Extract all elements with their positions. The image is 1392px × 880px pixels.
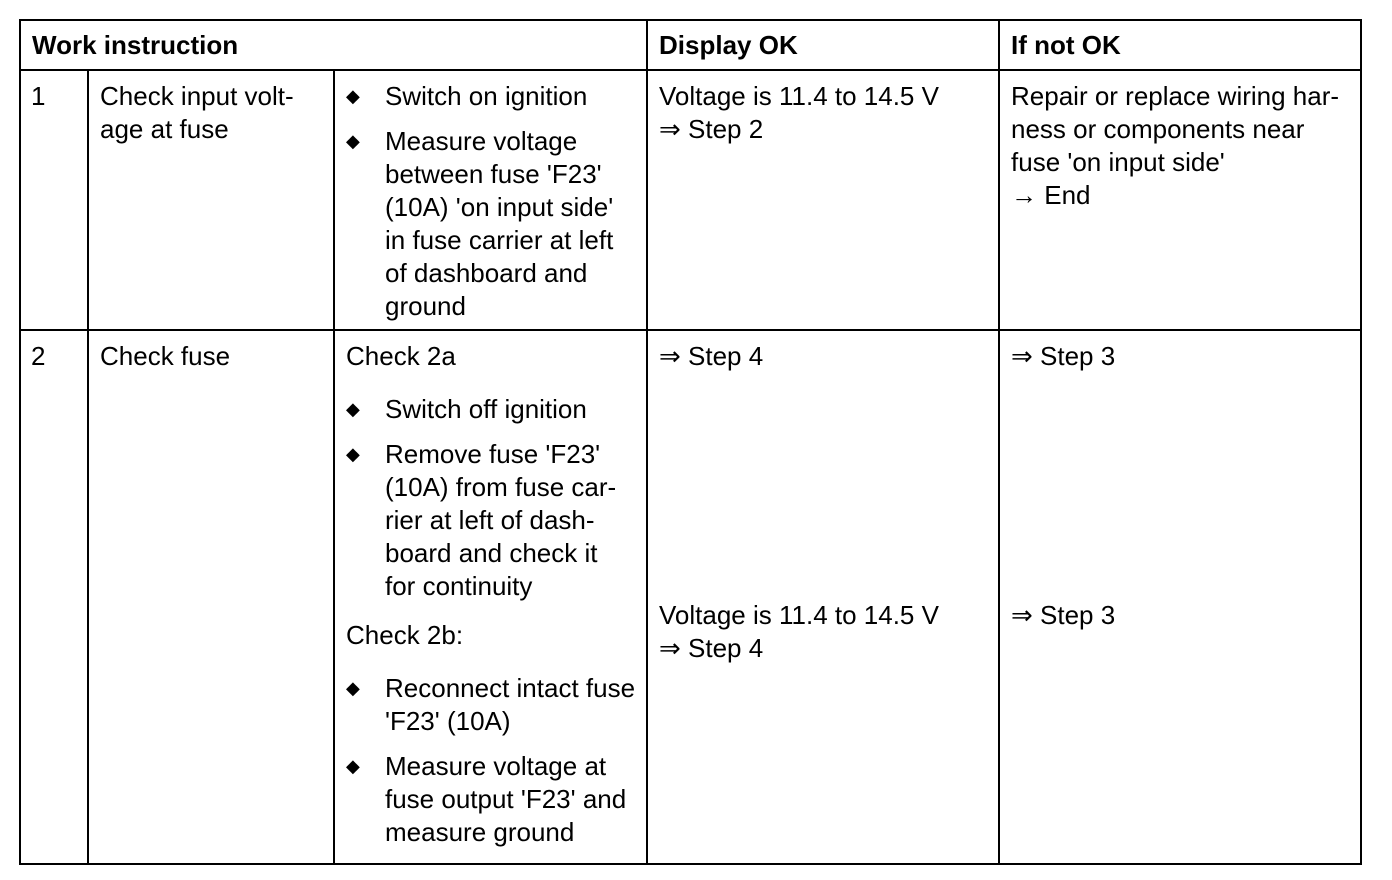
step-actions-cell: [334, 330, 647, 864]
diamond-bullet-icon: ◆: [346, 131, 360, 151]
action-text: Switch off ignition: [385, 394, 587, 424]
work-instruction-table: [19, 19, 1362, 865]
step-title: Check fuse: [100, 341, 231, 371]
if-not-ok-next-step: ⇒ Step 3: [1011, 600, 1116, 630]
step-title-cell: [88, 330, 334, 864]
display-ok-text: Voltage is 11.4 to 14.5 V: [659, 81, 939, 111]
step-number-cell: [20, 330, 88, 864]
step-title: Check input volt- age at fuse: [100, 81, 294, 144]
step-title-cell: [88, 70, 334, 330]
display-ok-cell: [647, 70, 999, 330]
list-item: [346, 125, 636, 323]
header-work-instruction: Work instruction: [20, 20, 647, 70]
diamond-bullet-icon: ◆: [346, 756, 360, 776]
display-ok-cell: [647, 330, 999, 864]
display-ok-next-step: ⇒ Step 4: [659, 633, 764, 663]
if-not-ok-next-step: → End: [1011, 180, 1091, 210]
check-2b-label: Check 2b:: [346, 620, 464, 650]
step-number: 2: [31, 341, 46, 371]
list-item: [346, 393, 636, 426]
display-ok-next-step: ⇒ Step 4: [659, 341, 764, 371]
step-number: 1: [31, 81, 46, 111]
list-item: [346, 750, 636, 849]
diamond-bullet-icon: ◆: [346, 678, 360, 698]
action-list: [346, 672, 636, 849]
action-list: [346, 393, 636, 603]
display-ok-next-step: ⇒ Step 2: [659, 114, 764, 144]
action-text: Remove fuse 'F23' (10A) from fuse car- rier at left of dash- board and check it for continuity: [385, 439, 617, 601]
header-row: [20, 20, 1361, 70]
action-text: Switch on ignition: [385, 81, 588, 111]
check-2a-label: Check 2a: [346, 341, 456, 371]
action-text: Reconnect intact fuse 'F23' (10A): [385, 673, 636, 736]
step-actions-cell: [334, 70, 647, 330]
list-item: [346, 438, 636, 603]
header-display-ok: Display OK: [647, 20, 999, 70]
diamond-bullet-icon: ◆: [346, 444, 360, 464]
header-if-not-ok: If not OK: [999, 20, 1361, 70]
table-row: [20, 330, 1361, 864]
action-text: Measure voltage at fuse output 'F23' and measure ground: [385, 751, 627, 847]
step-number-cell: [20, 70, 88, 330]
if-not-ok-next-step: ⇒ Step 3: [1011, 341, 1116, 371]
list-item: [346, 672, 636, 738]
action-list: [346, 80, 636, 323]
diamond-bullet-icon: ◆: [346, 399, 360, 419]
action-text: Measure voltage between fuse 'F23' (10A) 'on input side' in fuse carrier at left of dashboard and ground: [385, 126, 614, 321]
if-not-ok-cell: [999, 70, 1361, 330]
if-not-ok-cell: [999, 330, 1361, 864]
list-item: [346, 80, 636, 113]
diamond-bullet-icon: ◆: [346, 86, 360, 106]
display-ok-text: Voltage is 11.4 to 14.5 V: [659, 600, 939, 630]
if-not-ok-text: Repair or replace wiring har- ness or components near fuse 'on input side': [1011, 81, 1340, 177]
table-row: [20, 70, 1361, 330]
